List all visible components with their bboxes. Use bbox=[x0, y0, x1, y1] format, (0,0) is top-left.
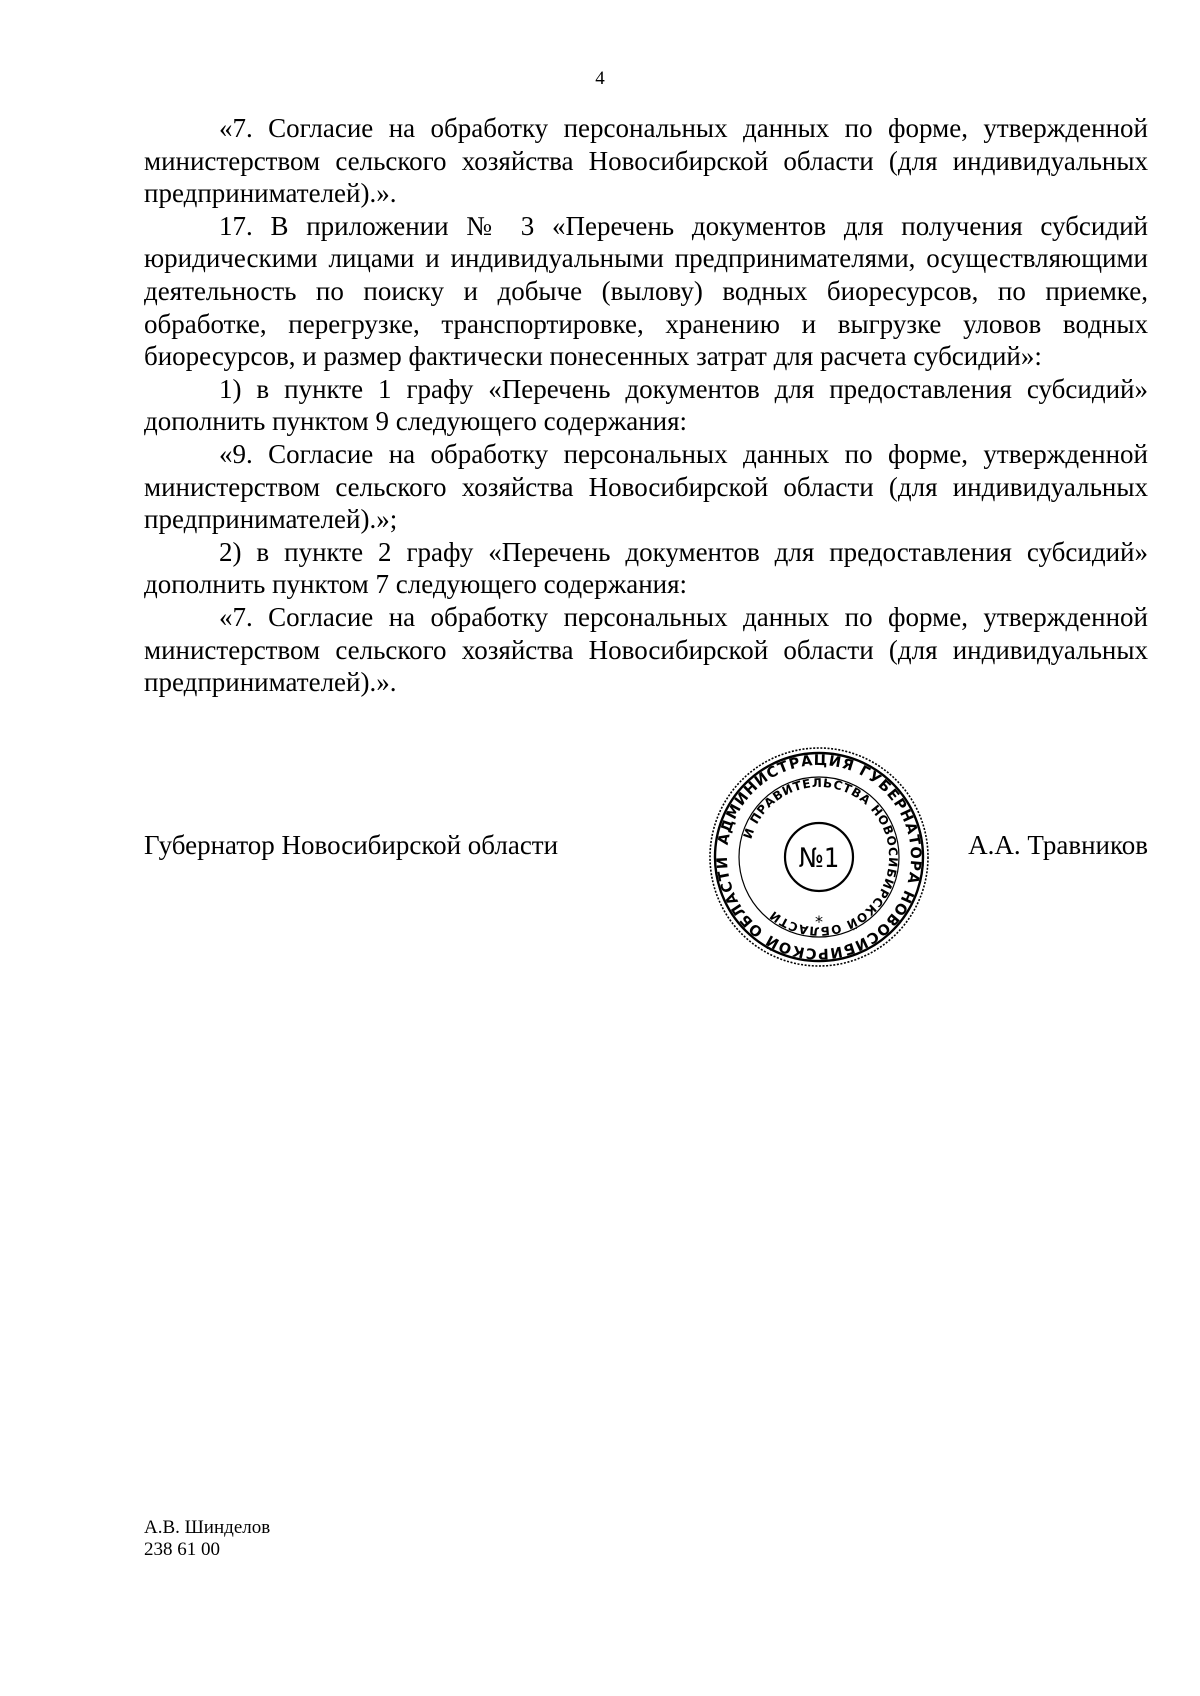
executor-name: А.В. Шинделов bbox=[144, 1517, 271, 1538]
paragraph-subitem-1: 1) в пункте 1 графу «Перечень документов для предоставления субсидий» дополнить пунктом 9 следующего содержания: bbox=[144, 373, 1148, 437]
paragraph-item-17: 17. В приложении № 3 «Перечень документов для получения субсидий юридическими лицами и индивидуальными предпринимателями, осуществляющими деятельность по поиску и добыче (вылову) водных биоресурсов, по приемке, обработке, перегрузке, транспортировке, хранению и выгрузке уловов водных биоресурсов, и размер фактически понесенных затрат для расчета субсидий»: bbox=[144, 210, 1148, 372]
signature-block bbox=[144, 830, 1148, 870]
executor-footer bbox=[144, 1517, 270, 1561]
paragraph-clause-7-consent: «7. Согласие на обработку персональных данных по форме, утвержденной министерством сельского хозяйства Новосибирской области (для индивидуальных предпринимателей).». bbox=[144, 113, 1148, 209]
seal-outer-text: АДМИНИСТРАЦИЯ ГУБЕРНАТОРА НОВОСИБИРСКОЙ ОБЛАСТИ bbox=[714, 752, 924, 962]
seal-inner-text: И ПРАВИТЕЛЬСТВА НОВОСИБИРСКОЙ ОБЛАСТИ bbox=[740, 775, 901, 939]
official-seal-stamp bbox=[707, 745, 931, 969]
paragraph-subitem-2: 2) в пункте 2 графу «Перечень документов для предоставления субсидий» дополнить пунктом 7 следующего содержания: bbox=[144, 536, 1148, 600]
document-body bbox=[144, 112, 1148, 699]
page-number: 4 bbox=[595, 68, 605, 89]
paragraph-clause-9-consent: «9. Согласие на обработку персональных данных по форме, утвержденной министерством сельского хозяйства Новосибирской области (для индивидуальных предпринимателей).»; bbox=[144, 438, 1148, 535]
seal-star: * bbox=[815, 912, 823, 931]
signatory-position: Губернатор Новосибирской области bbox=[144, 830, 559, 860]
executor-phone: 238 61 00 bbox=[144, 1539, 220, 1560]
paragraph-clause-7-consent-final: «7. Согласие на обработку персональных данных по форме, утвержденной министерством сельского хозяйства Новосибирской области (для индивидуальных предпринимателей).». bbox=[144, 601, 1148, 698]
seal-center-number: №1 bbox=[798, 843, 840, 874]
signatory-name: А.А. Травников bbox=[968, 830, 1148, 860]
